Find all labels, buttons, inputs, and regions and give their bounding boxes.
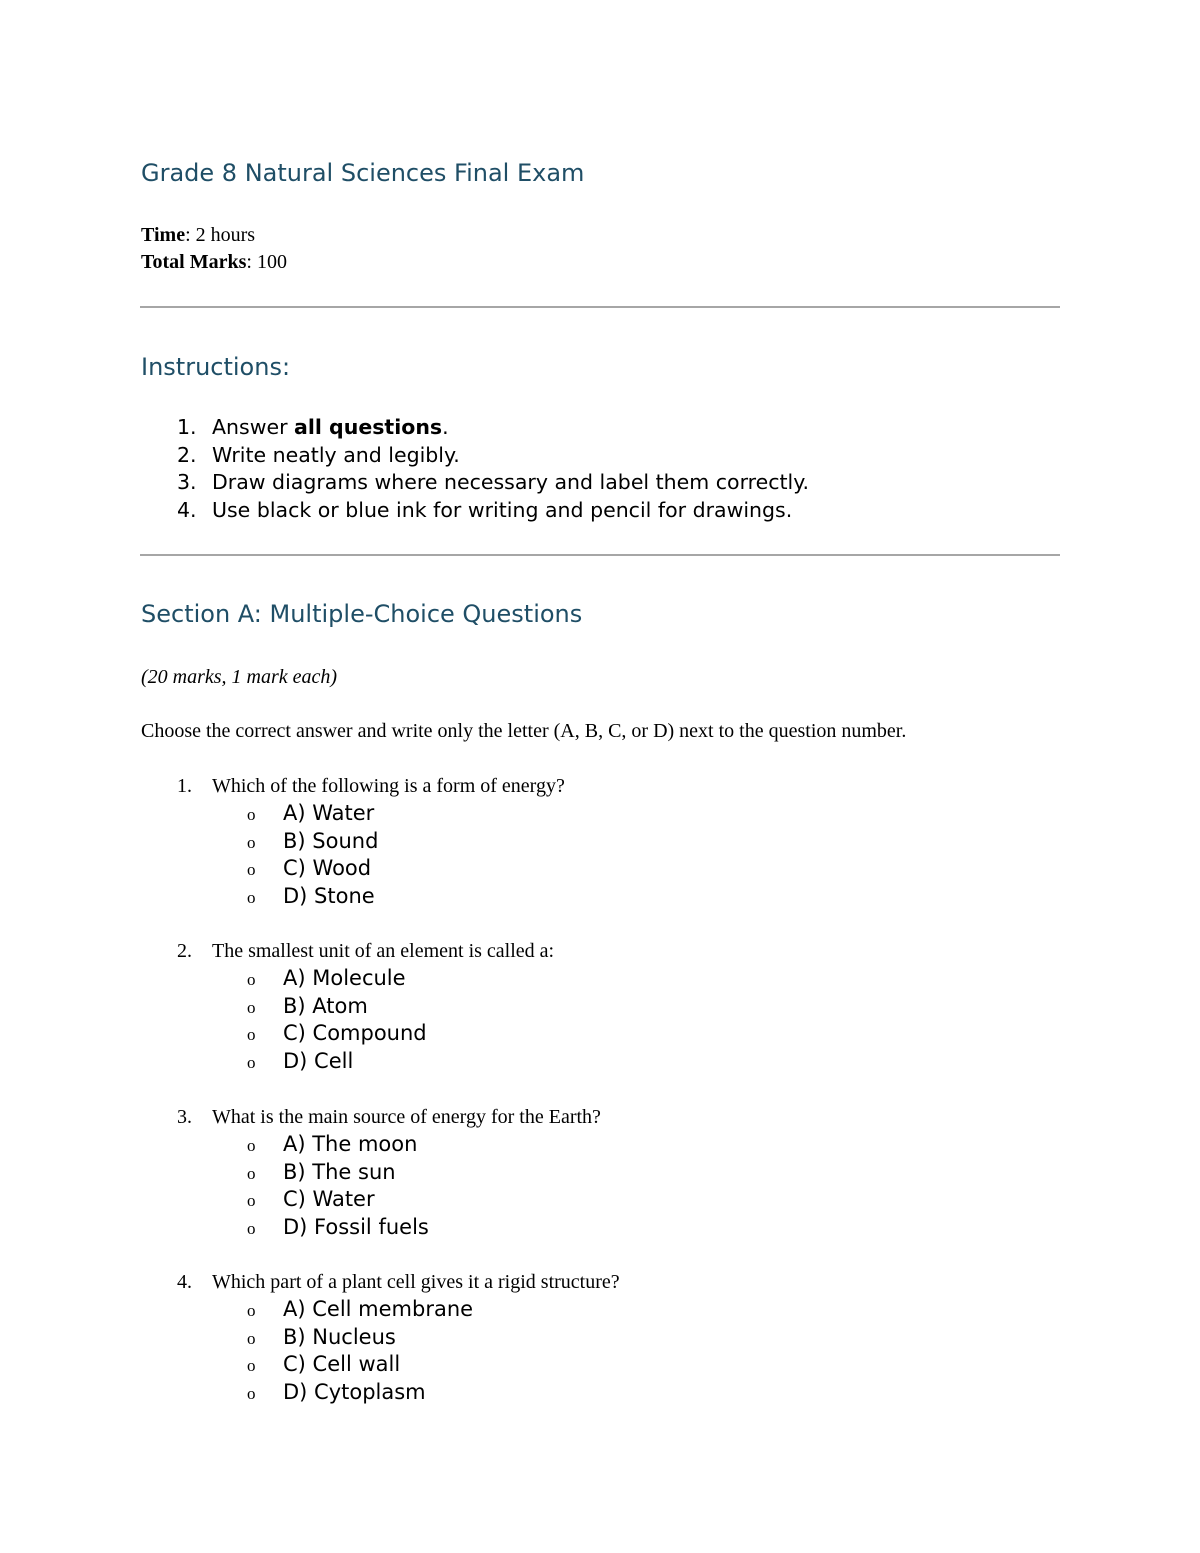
bullet-icon: o bbox=[247, 860, 256, 880]
bullet-icon: o bbox=[247, 1191, 256, 1211]
question bbox=[141, 1103, 1061, 1242]
list-number: 1. bbox=[177, 415, 197, 439]
section-directions: Choose the correct answer and write only the letter (A, B, C, or D) next to the question number. bbox=[141, 720, 907, 742]
exam-title: Grade 8 Natural Sciences Final Exam bbox=[141, 159, 585, 187]
option-text: D) Cell bbox=[283, 1049, 354, 1074]
bullet-icon: o bbox=[247, 1328, 256, 1348]
divider bbox=[140, 554, 1060, 556]
question-text bbox=[141, 772, 1061, 800]
option-text: B) Sound bbox=[283, 828, 379, 853]
option-text: B) The sun bbox=[283, 1159, 396, 1184]
answer-option bbox=[141, 1186, 1061, 1214]
answer-option bbox=[141, 1351, 1061, 1379]
question-text bbox=[141, 1268, 1061, 1296]
list-number: 3. bbox=[177, 470, 197, 495]
total-marks-label: Total Marks bbox=[141, 251, 247, 273]
marks-note-text: (20 marks, 1 mark each) bbox=[141, 666, 338, 688]
question-prompt: What is the main source of energy for the Earth? bbox=[212, 1106, 601, 1128]
instruction-text: . bbox=[442, 415, 449, 439]
answer-option bbox=[141, 1214, 1061, 1242]
instructions-heading: Instructions: bbox=[141, 353, 291, 381]
answer-option bbox=[141, 1020, 1061, 1048]
bullet-icon: o bbox=[247, 1384, 256, 1404]
instruction-item bbox=[141, 442, 809, 470]
list-number: 4. bbox=[177, 498, 197, 523]
question-prompt: Which part of a plant cell gives it a rigid structure? bbox=[212, 1271, 620, 1293]
answer-option bbox=[141, 1131, 1061, 1159]
answer-option bbox=[141, 1159, 1061, 1187]
instruction-emphasis: all questions bbox=[294, 415, 443, 439]
divider bbox=[140, 306, 1060, 308]
instruction-item bbox=[141, 497, 809, 525]
option-text: C) Compound bbox=[283, 1021, 427, 1046]
option-text: A) Water bbox=[283, 801, 375, 825]
question bbox=[141, 772, 1061, 911]
question-number: 1. bbox=[177, 775, 192, 797]
answer-option bbox=[141, 1324, 1061, 1352]
option-text: D) Stone bbox=[283, 884, 375, 909]
bullet-icon: o bbox=[247, 970, 256, 989]
answer-option bbox=[141, 965, 1061, 993]
total-marks-value: : 100 bbox=[246, 251, 287, 273]
option-list bbox=[141, 1131, 1061, 1242]
answer-option bbox=[141, 1048, 1061, 1076]
question-number: 4. bbox=[177, 1271, 192, 1293]
time-value: : 2 hours bbox=[185, 224, 256, 246]
answer-option bbox=[141, 1379, 1061, 1407]
question-prompt: The smallest unit of an element is called a: bbox=[212, 940, 555, 962]
bullet-icon: o bbox=[247, 1301, 256, 1320]
option-text: C) Water bbox=[283, 1187, 375, 1212]
question-number: 2. bbox=[177, 940, 192, 962]
answer-option bbox=[141, 993, 1061, 1021]
bullet-icon: o bbox=[247, 1053, 256, 1073]
instruction-text: Use black or blue ink for writing and pencil for drawings. bbox=[212, 498, 793, 523]
bullet-icon: o bbox=[247, 1025, 256, 1045]
bullet-icon: o bbox=[247, 888, 256, 908]
option-text: C) Cell wall bbox=[283, 1352, 401, 1377]
option-text: D) Cytoplasm bbox=[283, 1380, 426, 1405]
bullet-icon: o bbox=[247, 997, 256, 1017]
option-text: B) Atom bbox=[283, 993, 368, 1018]
question bbox=[141, 937, 1061, 1076]
question-text bbox=[141, 937, 1061, 965]
option-list bbox=[141, 800, 1061, 911]
instruction-text: Write neatly and legibly. bbox=[212, 442, 460, 467]
bullet-icon: o bbox=[247, 1163, 256, 1183]
bullet-icon: o bbox=[247, 1136, 256, 1155]
question-text bbox=[141, 1103, 1061, 1131]
question bbox=[141, 1268, 1061, 1407]
instructions-list bbox=[141, 414, 809, 525]
option-text: A) Cell membrane bbox=[283, 1297, 474, 1321]
option-text: B) Nucleus bbox=[283, 1324, 396, 1349]
instruction-text: Answer bbox=[212, 415, 295, 439]
instruction-item bbox=[141, 469, 809, 497]
question-prompt: Which of the following is a form of energy? bbox=[212, 775, 565, 797]
answer-option bbox=[141, 800, 1061, 828]
answer-option bbox=[141, 855, 1061, 883]
list-number: 2. bbox=[177, 442, 197, 467]
bullet-icon: o bbox=[247, 832, 256, 852]
bullet-icon: o bbox=[247, 805, 256, 824]
instruction-text: Draw diagrams where necessary and label them correctly. bbox=[212, 470, 809, 495]
option-text: A) The moon bbox=[283, 1132, 418, 1156]
question-number: 3. bbox=[177, 1106, 192, 1128]
marks-note bbox=[141, 664, 337, 690]
total-marks-line bbox=[141, 249, 287, 275]
option-list bbox=[141, 965, 1061, 1076]
answer-option bbox=[141, 828, 1061, 856]
option-text: A) Molecule bbox=[283, 966, 406, 990]
option-text: D) Fossil fuels bbox=[283, 1215, 429, 1240]
option-list bbox=[141, 1296, 1061, 1407]
instruction-item bbox=[141, 414, 809, 442]
time-label: Time bbox=[141, 224, 186, 246]
answer-option bbox=[141, 1296, 1061, 1324]
answer-option bbox=[141, 883, 1061, 911]
bullet-icon: o bbox=[247, 1219, 256, 1239]
section-a-heading: Section A: Multiple-Choice Questions bbox=[141, 600, 583, 628]
option-text: C) Wood bbox=[283, 856, 372, 881]
bullet-icon: o bbox=[247, 1356, 256, 1376]
time-line bbox=[141, 222, 255, 248]
